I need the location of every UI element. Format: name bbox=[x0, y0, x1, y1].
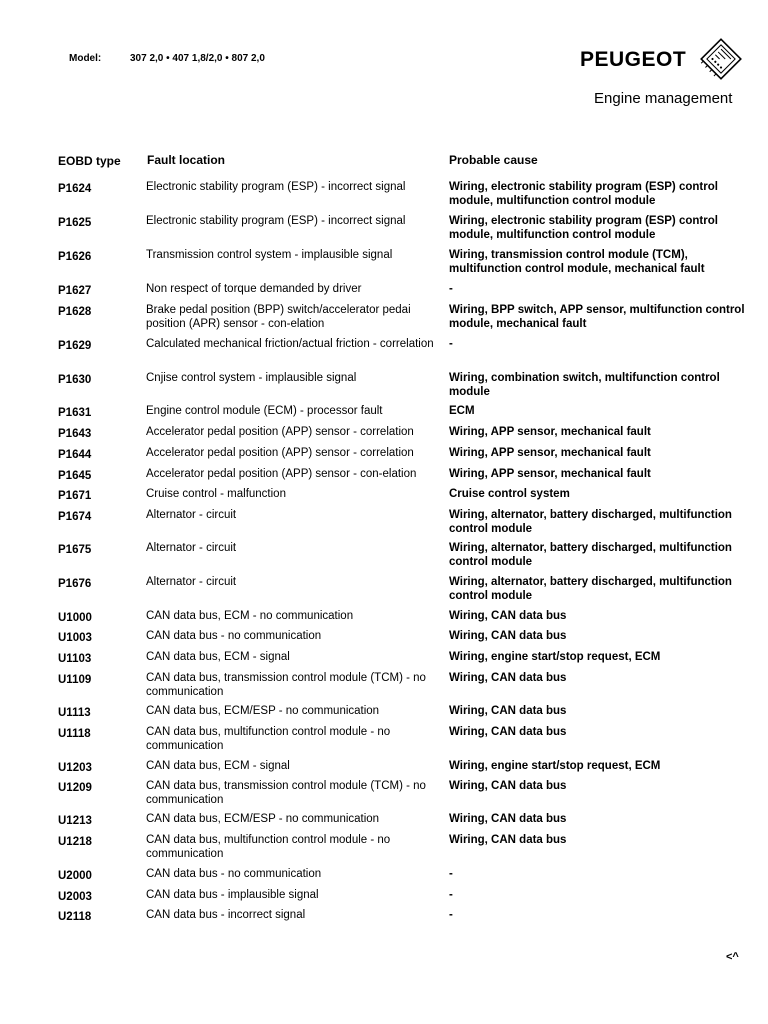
eobd-code: U1209 bbox=[58, 782, 92, 794]
probable-cause: Wiring, CAN data bus bbox=[449, 630, 567, 642]
eobd-code: P1675 bbox=[58, 544, 92, 556]
eobd-code: U1213 bbox=[58, 815, 92, 827]
eobd-code: P1630 bbox=[58, 374, 92, 386]
brand-name: PEUGEOT bbox=[580, 48, 687, 71]
probable-cause: Wiring, CAN data bus bbox=[449, 726, 567, 738]
fault-location: Non respect of torque demanded by driver bbox=[146, 283, 362, 295]
eobd-code: P1629 bbox=[58, 340, 92, 352]
eobd-code: P1631 bbox=[58, 407, 92, 419]
probable-cause: Wiring, engine start/stop request, ECM bbox=[449, 760, 661, 772]
eobd-code: P1627 bbox=[58, 285, 92, 297]
fault-location: CAN data bus - incorrect signal bbox=[146, 909, 306, 921]
eobd-code: U1113 bbox=[58, 707, 91, 719]
column-header-fault-location: Fault location bbox=[147, 153, 225, 167]
eobd-code: U2118 bbox=[58, 911, 92, 923]
eobd-code: P1626 bbox=[58, 251, 92, 263]
probable-cause: Wiring, CAN data bus bbox=[449, 834, 567, 846]
probable-cause: Wiring, alternator, battery discharged, multifunction control module bbox=[449, 509, 732, 535]
probable-cause: Wiring, combination switch, multifunction control module bbox=[449, 372, 720, 398]
probable-cause: Wiring, CAN data bus bbox=[449, 813, 567, 825]
eobd-code: U1003 bbox=[58, 632, 92, 644]
fault-location: CAN data bus, multifunction control module - no communication bbox=[146, 726, 391, 752]
eobd-code: P1644 bbox=[58, 449, 92, 461]
probable-cause: Wiring, APP sensor, mechanical fault bbox=[449, 426, 651, 438]
eobd-code: P1645 bbox=[58, 470, 92, 482]
probable-cause: Wiring, APP sensor, mechanical fault bbox=[449, 447, 651, 459]
eobd-code: U2000 bbox=[58, 870, 92, 882]
probable-cause: Wiring, CAN data bus bbox=[449, 610, 567, 622]
fault-location: Electronic stability program (ESP) - incorrect signal bbox=[146, 215, 406, 227]
probable-cause: ECM bbox=[449, 405, 475, 417]
fault-location: CAN data bus - implausible signal bbox=[146, 889, 319, 901]
probable-cause: Wiring, CAN data bus bbox=[449, 780, 567, 792]
fault-location: CAN data bus - no communication bbox=[146, 630, 322, 642]
column-header-probable-cause: Probable cause bbox=[449, 153, 538, 167]
probable-cause: - bbox=[449, 909, 453, 921]
fault-location: Accelerator pedal position (APP) sensor - con-elation bbox=[146, 468, 417, 480]
fault-location: CAN data bus, multifunction control module - no communication bbox=[146, 834, 391, 860]
eobd-code: P1671 bbox=[58, 490, 92, 502]
fault-location: Engine control module (ECM) - processor fault bbox=[146, 405, 383, 417]
probable-cause: Wiring, BPP switch, APP sensor, multifunction control module, mechanical fault bbox=[449, 304, 745, 330]
model-value: 307 2,0 • 407 1,8/2,0 • 807 2,0 bbox=[130, 53, 265, 64]
fault-location: Transmission control system - implausible signal bbox=[146, 249, 393, 261]
probable-cause: Wiring, electronic stability program (ESP) control module, multifunction control module bbox=[449, 181, 718, 207]
fault-location: CAN data bus, ECM/ESP - no communication bbox=[146, 705, 380, 717]
probable-cause: Wiring, APP sensor, mechanical fault bbox=[449, 468, 651, 480]
probable-cause: - bbox=[449, 283, 453, 295]
fault-location: CAN data bus, transmission control module (TCM) - no communication bbox=[146, 672, 426, 698]
fault-location: CAN data bus, ECM - signal bbox=[146, 651, 290, 663]
fault-location: Cnjise control system - implausible signal bbox=[146, 372, 357, 384]
eobd-code: U2003 bbox=[58, 891, 92, 903]
eobd-code: U1203 bbox=[58, 762, 92, 774]
fault-location: Accelerator pedal position (APP) sensor - correlation bbox=[146, 426, 414, 438]
fault-location: Calculated mechanical friction/actual friction - correlation bbox=[146, 338, 434, 350]
fault-location: Alternator - circuit bbox=[146, 509, 237, 521]
probable-cause: Wiring, alternator, battery discharged, multifunction control module bbox=[449, 542, 732, 568]
page-corner-mark: <^ bbox=[726, 951, 739, 963]
probable-cause: Wiring, CAN data bus bbox=[449, 705, 567, 717]
fault-location: CAN data bus - no communication bbox=[146, 868, 322, 880]
probable-cause: - bbox=[449, 338, 453, 350]
eobd-code: P1625 bbox=[58, 217, 92, 229]
probable-cause: Wiring, engine start/stop request, ECM bbox=[449, 651, 661, 663]
probable-cause: Wiring, alternator, battery discharged, multifunction control module bbox=[449, 576, 732, 602]
probable-cause: Wiring, CAN data bus bbox=[449, 672, 567, 684]
eobd-code: P1628 bbox=[58, 306, 92, 318]
model-label: Model: bbox=[69, 53, 102, 64]
eobd-code: P1643 bbox=[58, 428, 92, 440]
fault-location: Alternator - circuit bbox=[146, 542, 237, 554]
fault-location: Brake pedal position (BPP) switch/accelerator pedai position (APR) sensor - con-elation bbox=[146, 304, 411, 330]
fault-location: Electronic stability program (ESP) - incorrect signal bbox=[146, 181, 406, 193]
eobd-code: P1624 bbox=[58, 183, 92, 195]
probable-cause: Cruise control system bbox=[449, 488, 570, 500]
fault-location: CAN data bus, ECM/ESP - no communication bbox=[146, 813, 380, 825]
eobd-code: U1118 bbox=[58, 728, 91, 740]
eobd-code: U1000 bbox=[58, 612, 92, 624]
fault-location: CAN data bus, ECM - no communication bbox=[146, 610, 354, 622]
fault-location: CAN data bus, ECM - signal bbox=[146, 760, 290, 772]
eobd-code: P1676 bbox=[58, 578, 92, 590]
probable-cause: Wiring, transmission control module (TCM), multifunction control module, mechanical fault bbox=[449, 249, 705, 275]
eobd-code: U1218 bbox=[58, 836, 92, 848]
eobd-code: U1109 bbox=[58, 674, 92, 686]
fault-location: CAN data bus, transmission control module (TCM) - no communication bbox=[146, 780, 426, 806]
probable-cause: - bbox=[449, 889, 453, 901]
fault-location: Cruise control - malfunction bbox=[146, 488, 286, 500]
fault-location: Accelerator pedal position (APP) sensor - correlation bbox=[146, 447, 414, 459]
fault-location: Alternator - circuit bbox=[146, 576, 237, 588]
column-header-eobd-type: EOBD type bbox=[58, 154, 121, 168]
probable-cause: Wiring, electronic stability program (ESP) control module, multifunction control module bbox=[449, 215, 718, 241]
eobd-code: U1103 bbox=[58, 653, 92, 665]
section-title: Engine management bbox=[594, 90, 733, 107]
eobd-code: P1674 bbox=[58, 511, 92, 523]
probable-cause: - bbox=[449, 868, 453, 880]
